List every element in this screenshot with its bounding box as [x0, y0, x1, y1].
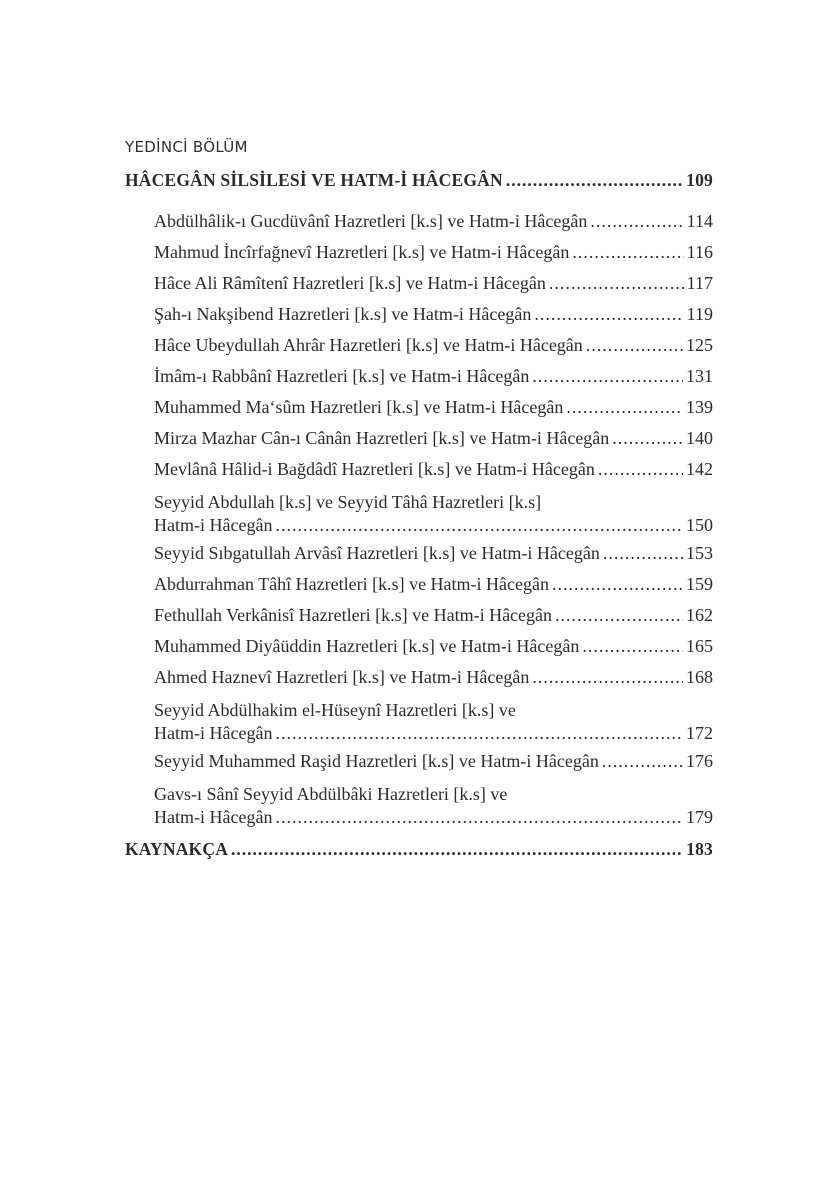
dot-leader [506, 170, 683, 191]
entry-title: Abdurrahman Tâhî Hazretleri [k.s] ve Hatm-i Hâcegân [154, 574, 549, 594]
toc-entry[interactable] [154, 636, 713, 667]
entry-page-number: 162 [686, 605, 713, 625]
sources-title: KAYNAKÇA [125, 839, 229, 859]
entry-title-line1: Seyyid Abdülhakim el-Hüseynî Hazretleri [k.s] ve [154, 700, 516, 720]
entry-page-number: 150 [686, 515, 713, 535]
entry-page-number: 119 [686, 304, 713, 324]
toc-entry[interactable] [154, 211, 713, 242]
dot-leader [586, 335, 683, 356]
toc-entry[interactable] [154, 605, 713, 636]
dot-leader [231, 839, 683, 860]
entry-title: Abdülhâlik-ı Gucdüvânî Hazretleri [k.s] ve Hatm-i Hâcegân [154, 211, 588, 231]
entry-title: Seyyid Muhammed Raşid Hazretleri [k.s] ve Hatm-i Hâcegân [154, 751, 599, 771]
dot-leader [534, 304, 683, 325]
sub-entry-list [125, 211, 713, 835]
chapter-title: HÂCEGÂN SİLSİLESİ VE HATM-İ HÂCEGÂN [125, 170, 503, 190]
dot-leader [532, 667, 683, 688]
entry-page-number: 139 [686, 397, 713, 417]
entry-title: Muhammed Diyâüddin Hazretleri [k.s] ve Hatm-i Hâcegân [154, 636, 580, 656]
chapter-page-number: 109 [686, 170, 713, 190]
entry-page-number: 114 [686, 211, 713, 231]
table-of-contents [125, 136, 713, 863]
dot-leader [532, 366, 683, 387]
entry-page-number: 176 [686, 751, 713, 771]
toc-entry[interactable] [154, 428, 713, 459]
entry-page-number: 153 [686, 543, 713, 563]
toc-entry[interactable] [154, 543, 713, 574]
toc-entry[interactable] [154, 397, 713, 428]
entry-page-number: 131 [686, 366, 713, 386]
entry-page-number: 159 [686, 574, 713, 594]
toc-entry[interactable] [154, 698, 713, 751]
toc-entry[interactable] [154, 366, 713, 397]
entry-page-number: 165 [686, 636, 713, 656]
dot-leader [549, 273, 684, 294]
dot-leader [590, 211, 683, 232]
toc-entry[interactable] [154, 574, 713, 605]
entry-title: Şah-ı Nakşibend Hazretleri [k.s] ve Hatm-i Hâcegân [154, 304, 532, 324]
toc-entry[interactable] [154, 751, 713, 782]
entry-title: Fethullah Verkânisî Hazretleri [k.s] ve Hatm-i Hâcegân [154, 605, 553, 625]
sources-page-number: 183 [686, 839, 713, 859]
section-label: YEDİNCİ BÖLÜM [125, 138, 248, 156]
dot-leader [603, 543, 683, 564]
entry-title: İmâm-ı Rabbânî Hazretleri [k.s] ve Hatm-i Hâcegân [154, 366, 530, 386]
entry-title-line1: Seyyid Abdullah [k.s] ve Seyyid Tâhâ Hazretleri [k.s] [154, 492, 542, 512]
dot-leader [612, 428, 683, 449]
dot-leader [602, 751, 683, 772]
toc-entry[interactable] [154, 335, 713, 366]
dot-leader [275, 722, 683, 744]
dot-leader [555, 605, 683, 626]
entry-title: Hatm-i Hâcegân [154, 807, 273, 827]
dot-leader [566, 397, 683, 418]
entry-page-number: 117 [686, 273, 713, 293]
entry-title: Mirza Mazhar Cân-ı Cânân Hazretleri [k.s] ve Hatm-i Hâcegân [154, 428, 610, 448]
dot-leader [598, 459, 683, 480]
entry-title: Hâce Ubeydullah Ahrâr Hazretleri [k.s] ve Hatm-i Hâcegân [154, 335, 583, 355]
entry-title: Seyyid Sıbgatullah Arvâsî Hazretleri [k.s] ve Hatm-i Hâcegân [154, 543, 600, 563]
toc-entry[interactable] [154, 667, 713, 698]
entry-page-number: 179 [686, 807, 713, 827]
entry-title: Mahmud İncîrfağnevî Hazretleri [k.s] ve Hatm-i Hâcegân [154, 242, 570, 262]
toc-entry[interactable] [154, 304, 713, 335]
entry-page-number: 116 [686, 242, 713, 262]
entry-title: Ahmed Haznevî Hazretleri [k.s] ve Hatm-i Hâcegân [154, 667, 530, 687]
entry-title: Hatm-i Hâcegân [154, 723, 273, 743]
entry-title: Muhammed Ma‘sûm Hazretleri [k.s] ve Hatm-i Hâcegân [154, 397, 564, 417]
dot-leader [582, 636, 683, 657]
dot-leader [275, 806, 683, 828]
entry-page-number: 142 [686, 459, 713, 479]
entry-title: Hâce Ali Râmîtenî Hazretleri [k.s] ve Hatm-i Hâcegân [154, 273, 546, 293]
toc-entry[interactable] [154, 273, 713, 304]
entry-page-number: 168 [686, 667, 713, 687]
entry-title: Mevlânâ Hâlid-i Bağdâdî Hazretleri [k.s] ve Hatm-i Hâcegân [154, 459, 595, 479]
entry-title: Hatm-i Hâcegân [154, 515, 273, 535]
toc-entry[interactable] [154, 459, 713, 490]
chapter-entry[interactable] [125, 170, 713, 194]
toc-entry[interactable] [154, 242, 713, 273]
dot-leader [572, 242, 683, 263]
dot-leader [552, 574, 683, 595]
entry-page-number: 172 [686, 723, 713, 743]
sources-entry[interactable] [125, 839, 713, 863]
entry-title-line1: Gavs-ı Sânî Seyyid Abdülbâki Hazretleri [k.s] ve [154, 784, 508, 804]
entry-page-number: 125 [686, 335, 713, 355]
toc-entry[interactable] [154, 782, 713, 835]
dot-leader [275, 514, 683, 536]
entry-page-number: 140 [686, 428, 713, 448]
toc-entry[interactable] [154, 490, 713, 543]
